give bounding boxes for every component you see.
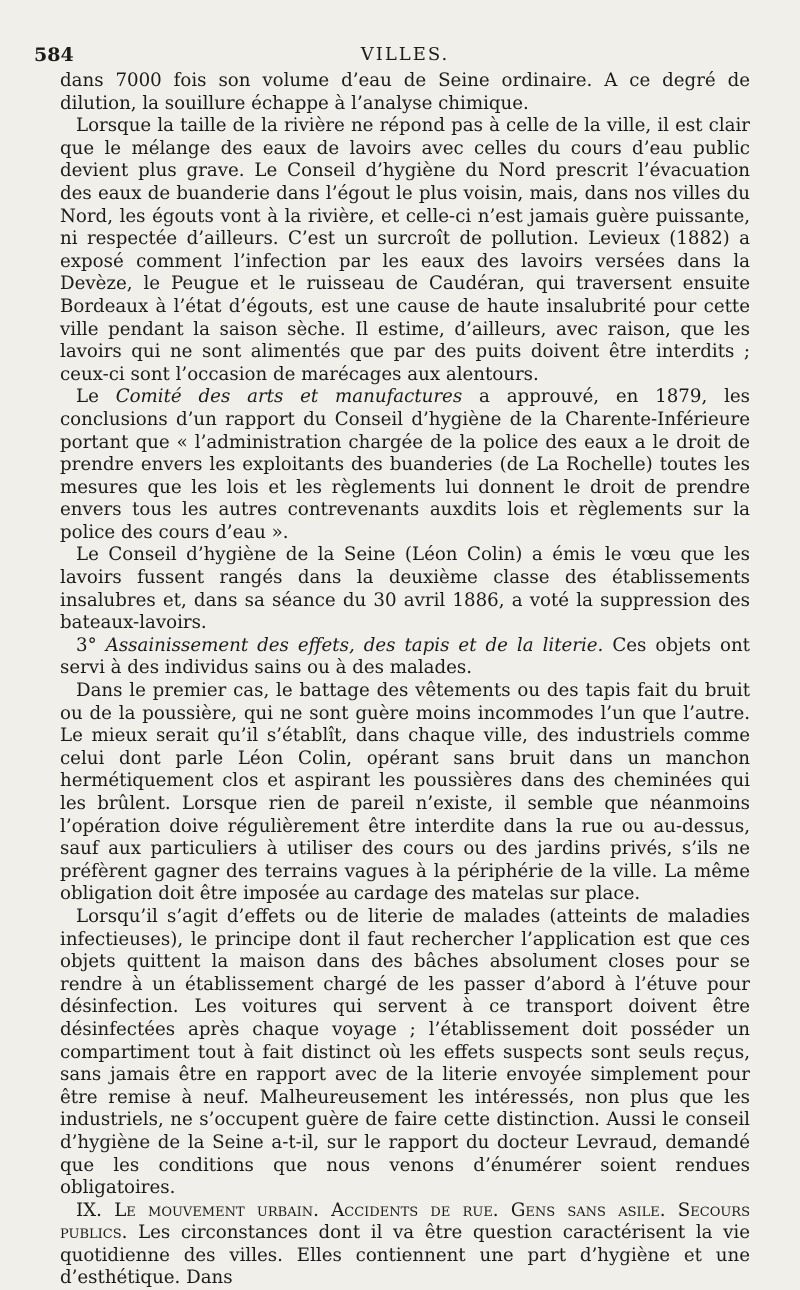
section-title: Assainissement des effets, des tapis et de la literie.	[105, 634, 604, 656]
body-text	[60, 70, 750, 1290]
section-ix-number: IX.	[76, 1199, 102, 1221]
section-ix	[60, 1200, 750, 1290]
paragraph-seine: Le Conseil d’hygiène de la Seine (Léon Colin) a émis le vœu que les lavoirs fussent rangés dans la deuxième classe des établissements insalubres et, dans sa séance du 30 avril 1886, a voté la suppression des bateaux-lavoirs.	[60, 544, 750, 634]
paragraph-continuation: dans 7000 fois son volume d’eau de Seine ordinaire. A ce degré de dilution, la souillure échappe à l’analyse chimique.	[60, 70, 750, 114]
comite-lead: Le	[76, 386, 116, 408]
paragraph-comite	[60, 386, 750, 544]
comite-rest: a approuvé, en 1879, les conclusions d’un rapport du Conseil d’hygiène de la Charente-Inférieure portant que « l’administration chargée de la police des eaux a le droit de prendre envers les exploitants des buanderies (de La Rochelle) toutes les mesures que les lois et les règlements lui donnent le droit de prendre envers tous les autres contrevenants auxdits lois et règlements sur la police des cours d’eau ».	[60, 386, 750, 543]
section-ix-heading: Le mouvement urbain. Accidents de rue. Gens sans asile. Secours publics.	[60, 1199, 750, 1244]
paragraph-premier-cas: Dans le premier cas, le battage des vêtements ou des tapis fait du bruit ou de la poussière, qui ne sont guère moins incommodes l’un que l’autre. Le mieux serait qu’il s’établît, dans chaque ville, des industriels comme celui dont parle Léon Colin, opérant sans bruit dans un manchon hermétiquement clos et aspirant les poussières dans des cheminées qui les brûlent. Lorsque rien de pareil n’existe, il semble que néanmoins l’opération doive régulièrement être interdite dans la rue ou au-dessus, sauf aux particuliers à utiliser des cours ou des jardins privés, s’ils ne préfèrent gagner des terrains vagues à la périphérie de la ville. La même obligation doit être imposée au cardage des matelas sur place.	[60, 680, 750, 905]
running-title: VILLES.	[360, 44, 450, 65]
comite-italic: Comité des arts et manufactures	[115, 386, 463, 408]
paragraph-assainissement	[60, 635, 750, 680]
paragraph-riviere: Lorsque la taille de la rivière ne répond pas à celle de la ville, il est clair que le mélange des eaux de lavoirs avec celles du cours d’eau public devient plus grave. Le Conseil d’hygiène du Nord prescrit l’évacuation des eaux de buanderie dans l’égout le plus voisin, mais, dans nos villes du Nord, les égouts vont à la rivière, et celle-ci n’est jamais guère puissante, ni respectée d’ailleurs. C’est un surcroît de pollution. Levieux (1882) a exposé comment l’infection par les eaux des lavoirs versées dans la Devèze, le Peugue et le ruisseau de Caudéran, qui traversent ensuite Bordeaux à l’état d’égouts, est une cause de haute insalubrité pour cette ville pendant la saison sèche. Il estime, d’ailleurs, avec raison, que les lavoirs qui ne sont alimentés que par des puits doivent être interdits ; ceux-ci sont l’occasion de marécages aux alentours.	[60, 115, 750, 385]
section-number: 3°	[76, 634, 97, 656]
section-rest: Ces objets ont servi à des individus sains ou à des malades.	[60, 634, 750, 679]
paragraph-malades: Lorsqu’il s’agit d’effets ou de literie de malades (atteints de maladies infectieuses), le principe dont il faut rechercher l’application est que ces objets quittent la maison dans des bâches absolument closes pour se rendre à un établissement chargé de les passer d’abord à l’étuve pour désinfection. Les voitures qui servent à ce transport doivent être désinfectées après chaque voyage ; l’établissement doit posséder un compartiment tout à fait distinct où les effets suspects sont seuls reçus, sans jamais être en rapport avec de la literie envoyée simplement pour être remise à neuf. Malheureusement les intéressés, non plus que les industriels, ne s’occupent guère de faire cette distinction. Aussi le conseil d’hygiène de la Seine a-t-il, sur le rapport du docteur Levraud, demandé que les conditions que nous venons d’énumérer soient rendues obligatoires.	[60, 905, 750, 1199]
page-header	[34, 40, 750, 74]
page-number: 584	[34, 44, 74, 66]
section-ix-text: Les circonstances dont il va être question caractérisent la vie quotidienne des villes. Elles contiennent une part d’hygiène et une d’esthétique. Dans	[60, 1222, 750, 1289]
